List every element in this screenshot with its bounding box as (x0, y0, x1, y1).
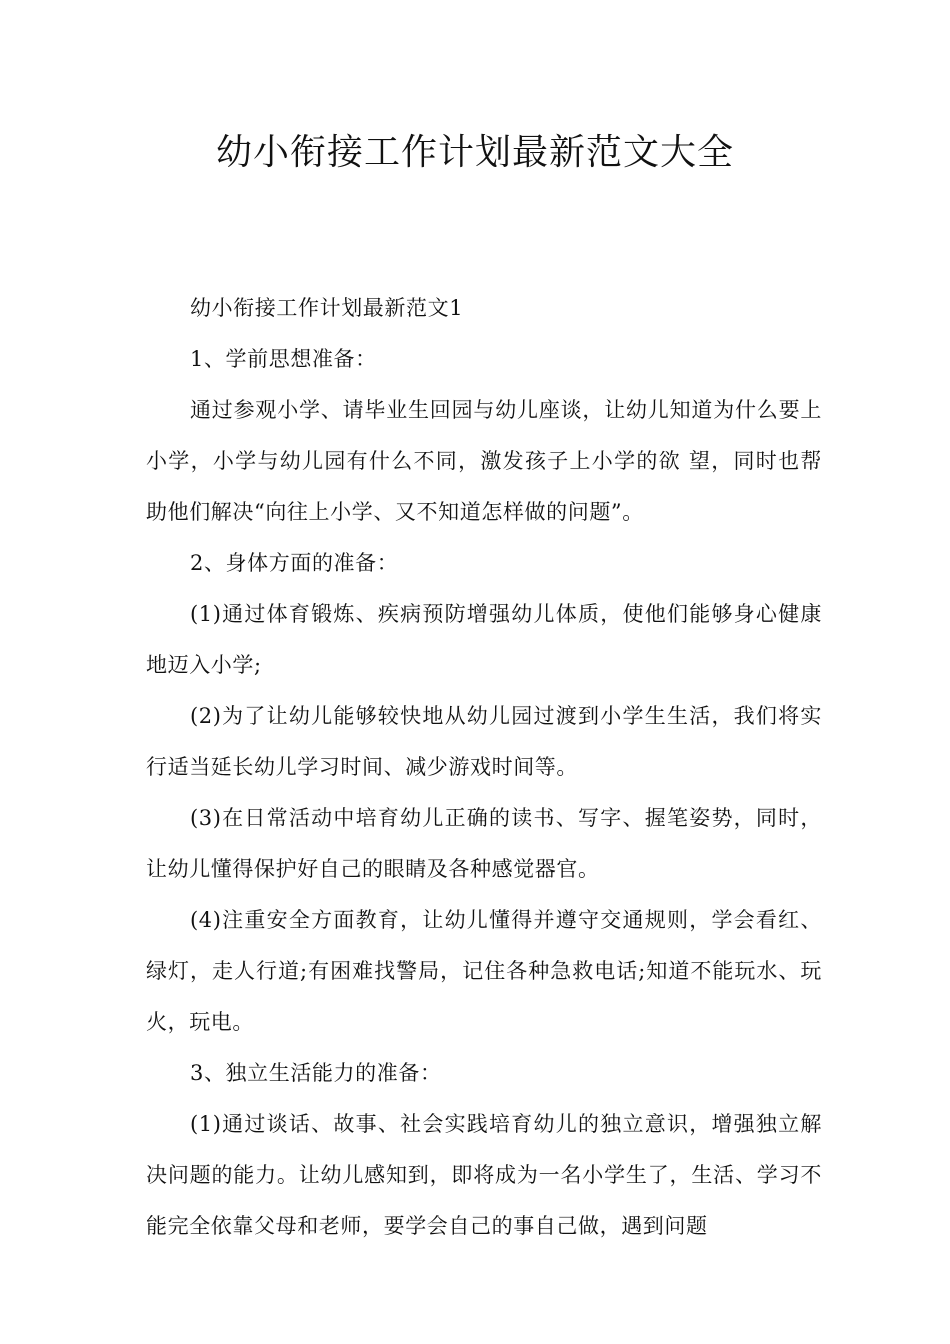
paragraph: (3)在日常活动中培育幼儿正确的读书、写字、握笔姿势，同时，让幼儿懂得保护好自己的眼睛及各种感觉器官。 (146, 806, 822, 881)
subheading-thinking-prep: 1、学前思想准备： (190, 347, 377, 371)
section-heading: 幼小衔接工作计划最新范文1 (190, 296, 464, 320)
paragraph: (1)通过体育锻炼、疾病预防增强幼儿体质，使他们能够身心健康地迈入小学; (146, 602, 822, 677)
paragraph: 通过参观小学、请毕业生回园与幼儿座谈，让幼儿知道为什么要上小学，小学与幼儿园有什么不同，激发孩子上小学的欲 望，同时也帮助他们解决“向往上小学、又不知道怎样做的问题”。 (146, 398, 822, 524)
document-title: 幼小衔接工作计划最新范文大全 (215, 132, 734, 173)
paragraph: (2)为了让幼儿能够较快地从幼儿园过渡到小学生生活，我们将实行适当延长幼儿学习时间、减少游戏时间等。 (146, 704, 822, 779)
paragraph: (4)注重安全方面教育，让幼儿懂得并遵守交通规则，学会看红、绿灯，走人行道;有困难找警局，记住各种急救电话;知道不能玩水、玩火，玩电。 (146, 908, 822, 1034)
paragraph: (1)通过谈话、故事、社会实践培育幼儿的独立意识，增强独立解决问题的能力。让幼儿感知到，即将成为一名小学生了，生活、学习不能完全依靠父母和老师，要学会自己的事自己做，遇到问题 (146, 1112, 822, 1238)
document-body (146, 283, 822, 1252)
subheading-body-prep: 2、身体方面的准备： (190, 551, 399, 575)
subheading-independence-prep: 3、独立生活能力的准备： (190, 1061, 442, 1085)
